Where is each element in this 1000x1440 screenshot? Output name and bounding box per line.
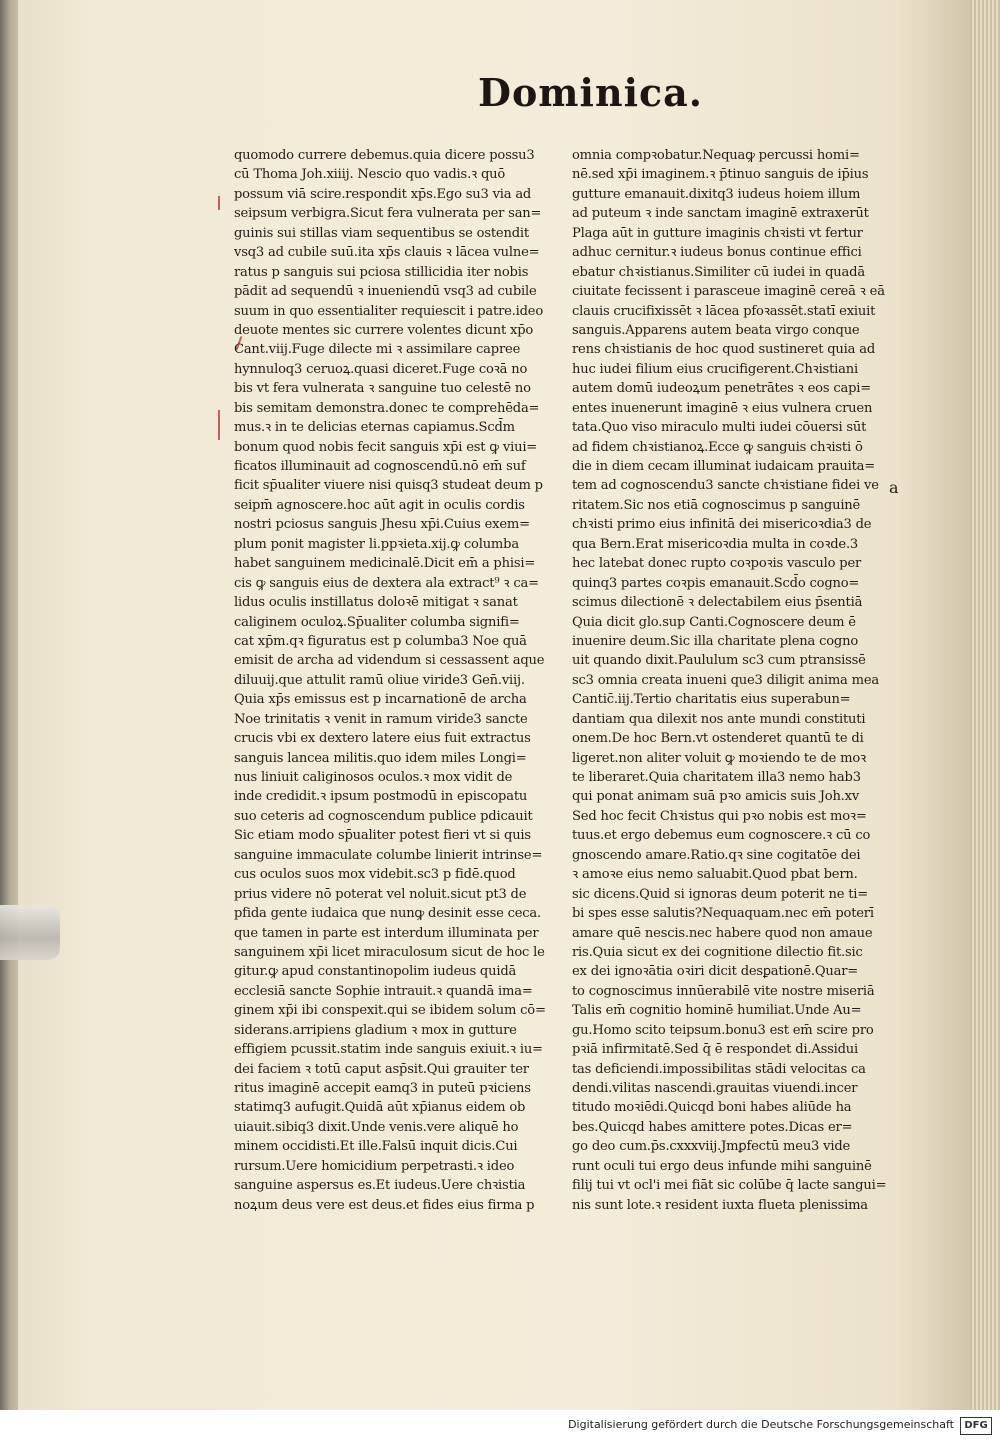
- text-line: quomodo currere debemus.quia dicere possu3: [234, 148, 535, 163]
- text-line: Quia xp̄s emissus est p incarnationē de archa: [234, 692, 527, 708]
- text-line: guinis sui stillas viam sequentibus se ostendit: [234, 225, 529, 241]
- text-line: effigiem pcussit.statim inde sanguis exiuit.ꝛ iu=: [234, 1042, 543, 1058]
- text-line: to cognoscimus innūerabilē vite nostre miseriā: [572, 983, 875, 999]
- text-line: gu.Homo scito teipsum.bonu3 est em̄ scire pro: [572, 1022, 874, 1038]
- rubrication-mark: [218, 410, 220, 440]
- text-line: ritatem.Sic nos etiā cognoscimus p sanguinē: [572, 497, 861, 513]
- text-line: entes inuenerunt imaginē ꝛ eius vulnera cruen: [572, 400, 873, 416]
- text-line: Noe trinitatis ꝛ venit in ramum viride3 sancte: [234, 711, 528, 727]
- text-line: gnoscendo amare.Ratio.qꝛ sine cogitatōe dei: [572, 847, 861, 863]
- text-line: ad fidem chꝛistianoꝝ.Ecce ꝙ sanguis chꝛisti ō: [572, 439, 863, 455]
- text-line: lidus oculis instillatus doloꝛē mitigat ꝛ sanat: [234, 595, 518, 611]
- text-line: tas deficiendi.impossibilitas stādi velocitas ca: [572, 1061, 866, 1077]
- text-line: ligeret.non aliter voluit ꝙ moꝛiendo te de moꝛ: [572, 750, 867, 766]
- text-line: sanguis lancea militis.quo idem miles Longi=: [234, 750, 527, 766]
- text-line: gitur.ꝙ apud constantinopolim iudeus quidā: [234, 964, 517, 980]
- text-line: uiauit.sibiq3 dixit.Unde venis.vere aliquē ho: [234, 1119, 519, 1135]
- text-line: filij tui vt ocl'i mei fiāt sic colūbe q̄ lacte sangui=: [572, 1178, 887, 1194]
- text-line: quinq3 partes coꝛpis emanauit.Scd̄o cogno=: [572, 575, 860, 591]
- text-line: inuenire deum.Sic illa charitate plena cogno: [572, 633, 859, 649]
- text-line: amare quē nescis.nec habere quod non amaue: [572, 925, 873, 941]
- text-line: ritus imaginē accepit eamq3 in puteū pꝛiciens: [234, 1081, 531, 1096]
- text-line: go deo cum.p̄s.cxxxviij.Jmꝑfectū meu3 vide: [572, 1139, 851, 1155]
- text-line: hec latebat donec rupto coꝛpoꝛis vasculo per: [572, 556, 862, 572]
- text-line: rens chꝛistianis de hoc quod sustineret quia ad: [572, 342, 876, 358]
- text-line: bonum quod nobis fecit sanguis xp̄i est ꝙ viui=: [234, 439, 538, 455]
- text-line: ratus p sanguis sui pciosa stillicidia iter nobis: [234, 264, 529, 280]
- text-line: mus.ꝛ in te delicias eternas capiamus.Scd̄m: [234, 420, 515, 436]
- text-line: sic dicens.Quid si ignoras deum poterit ne ti=: [572, 886, 869, 902]
- text-line: ficatos illuminauit ad cognoscendū.nō em̄ suf: [234, 459, 526, 474]
- text-line: cus oculos suos mox videbit.sc3 p fidē.quod: [234, 867, 516, 883]
- book-clip: [0, 905, 60, 960]
- text-line: bis semitam demonstra.donec te comprehēda=: [234, 400, 540, 416]
- funding-credit: Digitalisierung gefördert durch die Deutsche Forschungsgemeinschaft: [568, 1418, 954, 1431]
- dfg-logo: DFG: [960, 1417, 992, 1435]
- facing-page-fragment: [976, 40, 998, 1370]
- text-line: dantiam qua dilexit nos ante mundi constituti: [572, 711, 866, 727]
- text-line: inde credidit.ꝛ ipsum postmodū in episcopatu: [234, 789, 528, 805]
- text-line: adhuc cernitur.ꝛ iudeus bonus continue effici: [572, 245, 862, 261]
- text-column-left: [234, 146, 546, 1215]
- text-line: diluuij.que attulit ramū oliue viride3 Gen̄.viij.: [234, 672, 525, 688]
- text-line: crucis vbi ex dextero latere eius fuit extractus: [234, 731, 531, 747]
- text-line: ad puteum ꝛ inde sanctam imaginē extraxerūt: [572, 206, 869, 222]
- text-line: possum viā scire.respondit xp̄s.Ego su3 via ad: [234, 186, 532, 202]
- text-line: te liberaret.Quia charitatem illa3 nemo hab3: [572, 770, 861, 785]
- text-line: suum in quo essentialiter requiescit i patre.ideo: [234, 303, 544, 319]
- text-line: autem domū iudeoꝝum penetrātes ꝛ eos capi=: [572, 381, 872, 397]
- text-line: rursum.Uere homicidium perpetrasti.ꝛ ideo: [234, 1158, 515, 1174]
- text-line: que tamen in parte est interdum illuminata per: [234, 925, 539, 941]
- text-line: cū Thoma Joh.xiiij. Nescio quo vadis.ꝛ quō: [234, 167, 506, 183]
- text-line: ecclesiā sancte Sophie intrauit.ꝛ quandā ima=: [234, 983, 533, 999]
- text-line: sanguinem xp̄i licet miraculosum sicut de hoc le: [234, 944, 545, 960]
- text-line: emisit de archa ad videndum si cessassent aque: [234, 653, 545, 669]
- text-line: noꝝum deus vere est deus.et fides eius firma p: [234, 1197, 535, 1213]
- text-line: chꝛisti primo eius infinitā dei misericoꝛdia3 de: [572, 517, 872, 533]
- margin-note: a: [889, 478, 899, 497]
- text-line: tem ad cognoscendu3 sancte chꝛistiane fidei ve: [572, 478, 879, 494]
- text-line: ris.Quia sicut ex dei cognitione dilectio fit.sic: [572, 944, 863, 960]
- text-line: huc iudei filium eius crucifigerent.Chꝛistiani: [572, 361, 858, 377]
- text-line: plum ponit magister li.ppꝛieta.xij.ꝙ columba: [234, 536, 519, 552]
- text-line: bi spes esse salutis?Nequaquam.nec em̄ poterī: [572, 906, 874, 922]
- text-line: bes.Quicqd habes amittere potes.Dicas er=: [572, 1119, 853, 1135]
- rubrication-mark: [218, 196, 220, 210]
- text-line: runt oculi tui ergo deus infunde mihi sanguinē: [572, 1158, 872, 1174]
- text-line: die in diem cecam illuminat iudaicam prauita=: [572, 459, 876, 474]
- text-line: cat xp̄m.qꝛ figuratus est p columba3 Noe quā: [234, 633, 527, 649]
- text-line: prius videre nō poterat vel noluit.sicut pt3 de: [234, 886, 527, 902]
- text-line: Cantic̄.iij.Tertio charitatis eius superabun=: [572, 692, 851, 708]
- footer-bar: [0, 1410, 1000, 1440]
- text-line: tuus.et ergo debemus eum cognoscere.ꝛ cū co: [572, 828, 871, 844]
- text-line: nus liniuit caliginosos oculos.ꝛ mox vidit de: [234, 770, 513, 785]
- text-line: ebatur chꝛistianus.Similiter cū iudei in quadā: [572, 264, 865, 280]
- text-line: ficit sp̄ualiter viuere nisi quisq3 studeat deum p: [234, 478, 543, 494]
- text-line: ꝛ amoꝛe eius nemo saluabit.Quod pbat bern.: [572, 867, 858, 883]
- text-line: dei faciem ꝛ totū caput asp̄sit.Qui grauiter ter: [234, 1061, 529, 1077]
- text-line: sanguis.Apparens autem beata virgo conque: [572, 322, 860, 338]
- text-column-right: [572, 146, 892, 1215]
- text-line: titudo moꝛiēdi.Quicqd boni habes aliūde ha: [572, 1100, 852, 1116]
- text-line: onem.De hoc Bern.vt ostenderet quantū te di: [572, 731, 864, 747]
- text-line: gutture emanauit.dixitq3 iudeus hoiem illum: [572, 186, 861, 202]
- text-line: suo ceteris ad cognoscendum publice pdicauit: [234, 808, 533, 824]
- text-line: vsq3 ad cubile suū.ita xp̄s clauis ꝛ lācea vulne=: [234, 245, 540, 261]
- text-line: omnia compꝛobatur.Nequaꝙ percussi homi=: [572, 148, 860, 163]
- text-line: cis ꝙ sanguis eius de dextera ala extract⁹ ꝛ ca=: [234, 575, 539, 591]
- stacked-page-edges: [970, 0, 1000, 1410]
- text-line: Quia dicit glo.sup Canti.Cognoscere deum ē: [572, 614, 856, 630]
- text-line: pfida gente iudaica que nunꝙ desinit esse ceca.: [234, 906, 541, 922]
- text-line: tata.Quo viso miraculo multi iudei cōuersi sūt: [572, 420, 867, 436]
- text-line: ciuitate fecissent i parasceue imaginē cereā ꝛ eā: [572, 284, 885, 300]
- text-line: minem occidisti.Et ille.Falsū inquit dicis.Cui: [234, 1139, 518, 1155]
- text-line: clauis crucifixissēt ꝛ lācea pfoꝛassēt.statī exiuit: [572, 303, 876, 319]
- text-line: bis vt fera vulnerata ꝛ sanguine tuo celestē no: [234, 381, 531, 397]
- text-line: nē.sed xp̄i imaginem.ꝛ p̄tinuo sanguis de ip̄ius: [572, 167, 869, 183]
- text-line: sc3 omnia creata inueni que3 diligit anima mea: [572, 672, 879, 688]
- text-line: pꝛiā infirmitatē.Sed q̄ ē respondet di.Assidui: [572, 1042, 859, 1058]
- text-line: qui ponat animam suā pꝛo amicis suis Joh.xv: [572, 789, 860, 805]
- text-line: pādit ad sequendū ꝛ inueniendū vsq3 ad cubile: [234, 284, 537, 300]
- text-line: nostri pciosus sanguis Jhesu xp̄i.Cuius exem=: [234, 517, 530, 533]
- text-line: Sic etiam modo sp̄ualiter potest fieri vt si quis: [234, 828, 531, 844]
- text-line: nis sunt lote.ꝛ resident iuxta flueta plenissima: [572, 1197, 868, 1213]
- text-line: habet sanguinem medicinalē.Dicit em̄ a phisi=: [234, 556, 536, 572]
- text-line: seipsum verbigra.Sicut fera vulnerata per san=: [234, 206, 542, 222]
- text-line: Talis em̄ cognitio hominē humiliat.Unde Au=: [572, 1003, 862, 1019]
- text-line: Sed hoc fecit Chꝛistus qui pꝛo nobis est moꝛ=: [572, 808, 867, 824]
- text-line: qua Bern.Erat misericoꝛdia multa in coꝛde.3: [572, 536, 859, 552]
- text-line: hynnuloq3 ceruoꝝ.quasi diceret.Fuge coꝛā no: [234, 361, 528, 377]
- text-line: deuote mentes sic currere volentes dicunt xp̄o: [234, 322, 534, 338]
- text-line: statimq3 aufugit.Quidā aūt xp̄ianus eidem ob: [234, 1100, 526, 1116]
- text-line: sanguine aspersus es.Et iudeus.Uere chꝛistia: [234, 1178, 526, 1194]
- text-line: Cant.viij.Fuge dilecte mi ꝛ assimilare capree: [234, 342, 521, 358]
- text-line: siderans.arripiens gladium ꝛ mox in gutture: [234, 1022, 517, 1038]
- text-line: dendi.vilitas nascendi.grauitas viuendi.incer: [572, 1081, 858, 1096]
- text-line: ex dei ignoꝛātia oꝛiri dicit desꝑationē.Quar=: [572, 964, 859, 980]
- running-head: Dominica.: [478, 70, 703, 115]
- text-line: uit quando dixit.Paululum sc3 cum ptransissē: [572, 653, 866, 669]
- text-line: seipm̄ agnoscere.hoc aūt agit in oculis cordis: [234, 497, 525, 513]
- text-line: ginem xp̄i ibi conspexit.qui se ibidem solum cō=: [234, 1003, 546, 1019]
- text-line: scimus dilectionē ꝛ delectabilem eius p̄sentiā: [572, 595, 863, 611]
- text-line: Plaga aūt in gutture imaginis chꝛisti vt fertur: [572, 225, 863, 241]
- text-line: caliginem oculoꝝ.Sp̄ualiter columba signifi=: [234, 614, 520, 630]
- text-line: sanguine immaculate columbe linierit intrinse=: [234, 847, 543, 863]
